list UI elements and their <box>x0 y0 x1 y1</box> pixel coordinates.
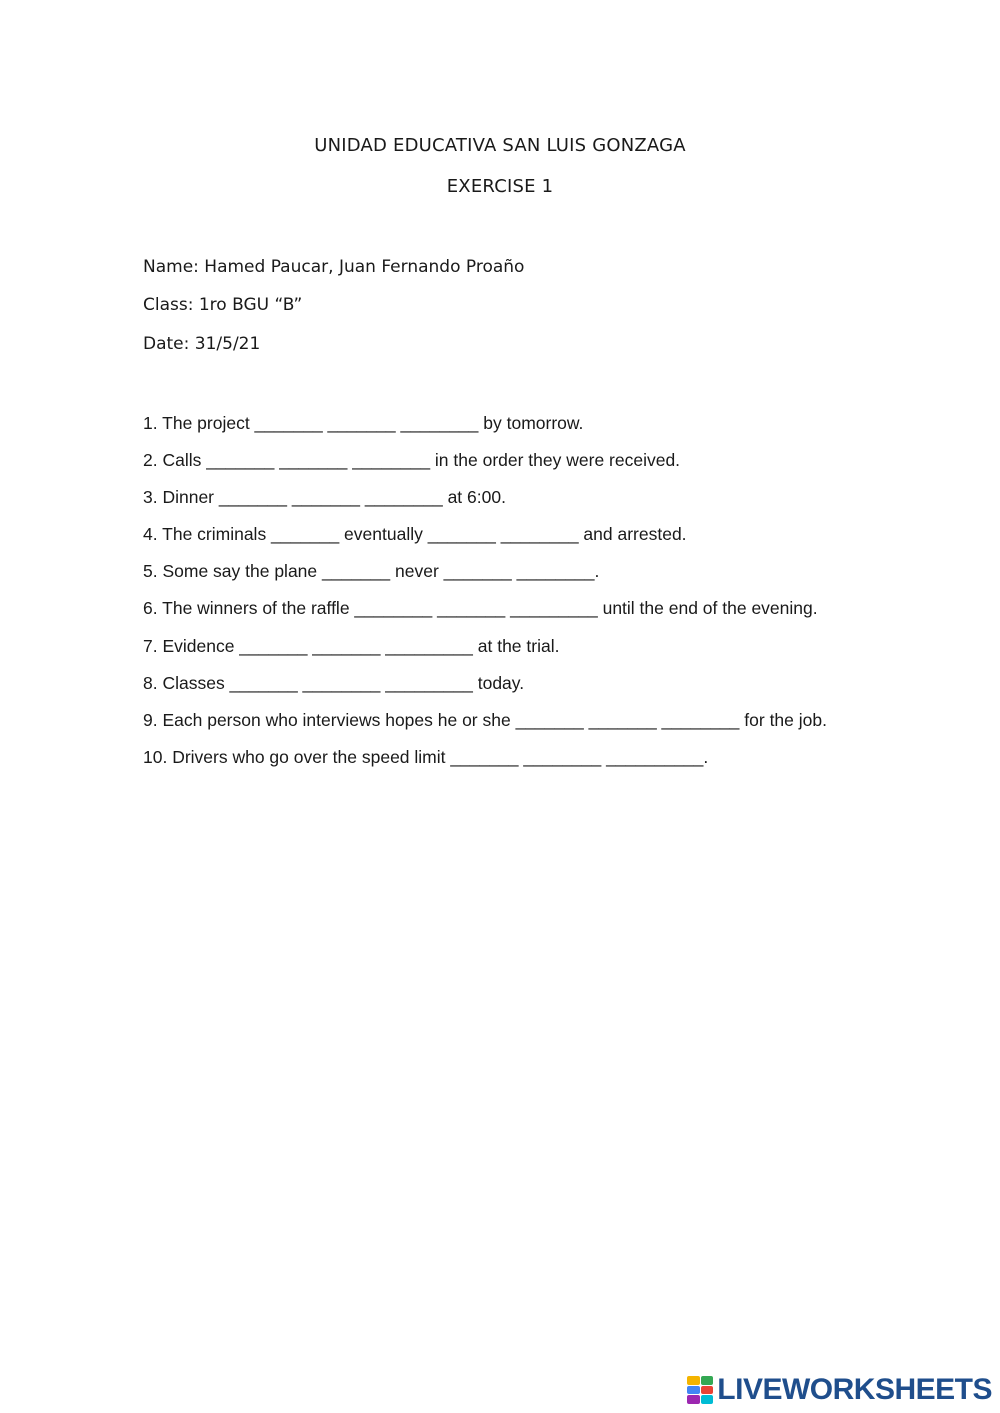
school-title: UNIDAD EDUCATIVA SAN LUIS GONZAGA <box>314 135 686 156</box>
question-5: 5. Some say the plane _______ never _______ ________. <box>143 561 600 581</box>
question-1: 1. The project _______ _______ ________ by tomorrow. <box>143 413 584 433</box>
question-7: 7. Evidence _______ _______ _________ at the trial. <box>143 636 560 656</box>
liveworksheets-brand-text: LIVEWORKSHEETS <box>717 1373 992 1406</box>
exercise-title: EXERCISE 1 <box>446 176 554 197</box>
liveworksheets-logo-icon <box>687 1376 713 1404</box>
worksheet-date: Date: 31/5/21 <box>143 334 261 354</box>
question-10: 10. Drivers who go over the speed limit _______ ________ __________. <box>143 747 709 767</box>
question-2: 2. Calls _______ _______ ________ in the order they were received. <box>143 450 681 470</box>
question-8: 8. Classes _______ ________ _________ today. <box>143 673 525 693</box>
question-9: 9. Each person who interviews hopes he or she _______ _______ ________ for the job. <box>143 710 827 730</box>
student-class: Class: 1ro BGU “B” <box>143 295 303 315</box>
liveworksheets-brand <box>687 1375 992 1405</box>
question-4: 4. The criminals _______ eventually _______ ________ and arrested. <box>143 524 687 544</box>
question-3: 3. Dinner _______ _______ ________ at 6:00. <box>143 487 506 507</box>
question-6: 6. The winners of the raffle ________ _______ _________ until the end of the evening. <box>143 598 818 618</box>
student-name: Name: Hamed Paucar, Juan Fernando Proaño <box>143 257 525 277</box>
